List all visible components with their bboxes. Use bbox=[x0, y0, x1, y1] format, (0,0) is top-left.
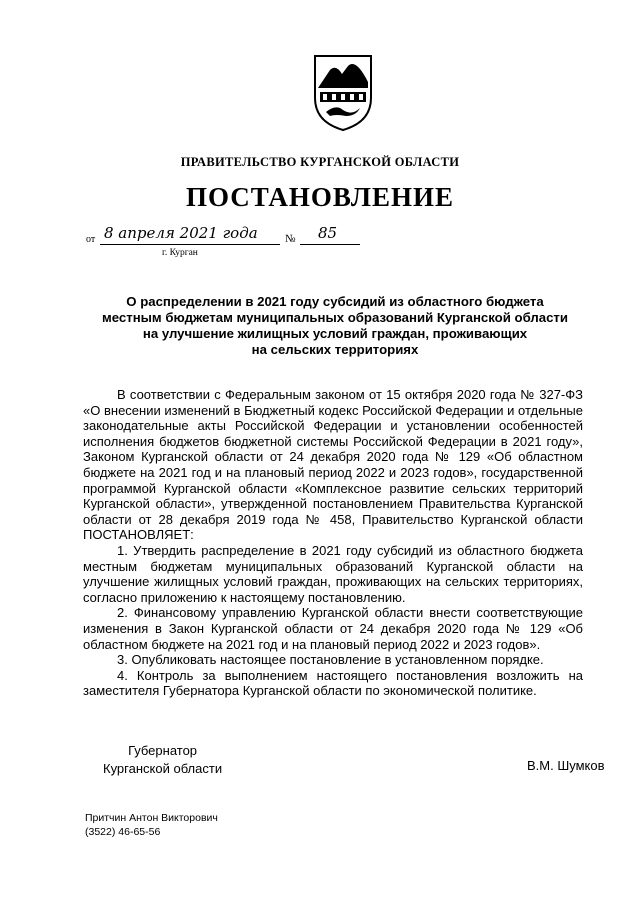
city: г. Курган bbox=[162, 248, 198, 258]
clause-2: 2. Финансовому управлению Курганской области внести соответствующие изменения в Закон Курганской области от 24 декабря 2020 года № 129 «Об областном бюджете на 2021 год и на плановый период 2022 и 2023 годов». bbox=[83, 605, 583, 652]
clause-3: 3. Опубликовать настоящее постановление в установленном порядке. bbox=[117, 652, 544, 668]
date-number-line bbox=[86, 224, 366, 260]
contact-block bbox=[85, 811, 218, 839]
date-prefix: от bbox=[86, 234, 96, 245]
contact-person: Притчин Антон Викторович bbox=[85, 812, 218, 824]
clause-4: 4. Контроль за выполнением настоящего постановления возложить на заместителя Губернатора Курганской области по экономической политике. bbox=[83, 667, 583, 699]
preamble-paragraph: В соответствии с Федеральным законом от 15 октября 2020 года № 327-ФЗ «О внесении изменений в Бюджетный кодекс Российской Федерации и отдельные законодательные акты Российской Федерации и установлении особенностей исполнения бюджетов бюджетной системы Российской Федерации в 2021 году», Законом Курганской области от 24 декабря 2020 года № 129 «Об областном бюджете на 2021 год и на плановый период 2022 и 2023 годов», государственной программой Курганской области «Комплексное развитие сельских территорий Курганской области», утвержденной постановлением Правительства Курганской области от 28 декабря 2019 года № 458, Правительство Курганской области ПОСТАНОВЛЯЕТ: bbox=[83, 387, 583, 543]
contact-phone: (3522) 46-65-56 bbox=[85, 826, 161, 838]
date-underline bbox=[100, 244, 280, 245]
title-line: на улучшение жилищных условий граждан, проживающих bbox=[142, 326, 528, 341]
coat-of-arms-emblem bbox=[312, 52, 374, 132]
number-underline bbox=[300, 244, 360, 245]
government-name: ПРАВИТЕЛЬСТВО КУРГАНСКОЙ ОБЛАСТИ bbox=[180, 155, 460, 169]
handwritten-number: 85 bbox=[318, 224, 338, 242]
signatory-region: Курганской области bbox=[103, 761, 223, 776]
document-title bbox=[80, 294, 590, 358]
handwritten-date: 8 апреля 2021 года bbox=[104, 224, 258, 242]
signatory-title: Губернатор bbox=[128, 743, 198, 758]
signatory-position bbox=[103, 742, 222, 778]
document-body bbox=[83, 387, 583, 699]
title-line: О распределении в 2021 году субсидий из областного бюджета bbox=[126, 294, 544, 309]
signatory-name: В.М. Шумков bbox=[527, 758, 605, 773]
document-type: ПОСТАНОВЛЕНИЕ bbox=[185, 182, 455, 212]
clause-1: 1. Утвердить распределение в 2021 году субсидий из областного бюджета местным бюджетам муниципальных образований Курганской области на улучшение жилищных условий граждан, проживающих на сельских территориях, согласно приложению к настоящему постановлению. bbox=[83, 542, 583, 605]
number-prefix: № bbox=[285, 233, 296, 245]
title-line: местным бюджетам муниципальных образований Курганской области bbox=[102, 310, 568, 325]
title-line: на сельских территориях bbox=[251, 342, 419, 357]
